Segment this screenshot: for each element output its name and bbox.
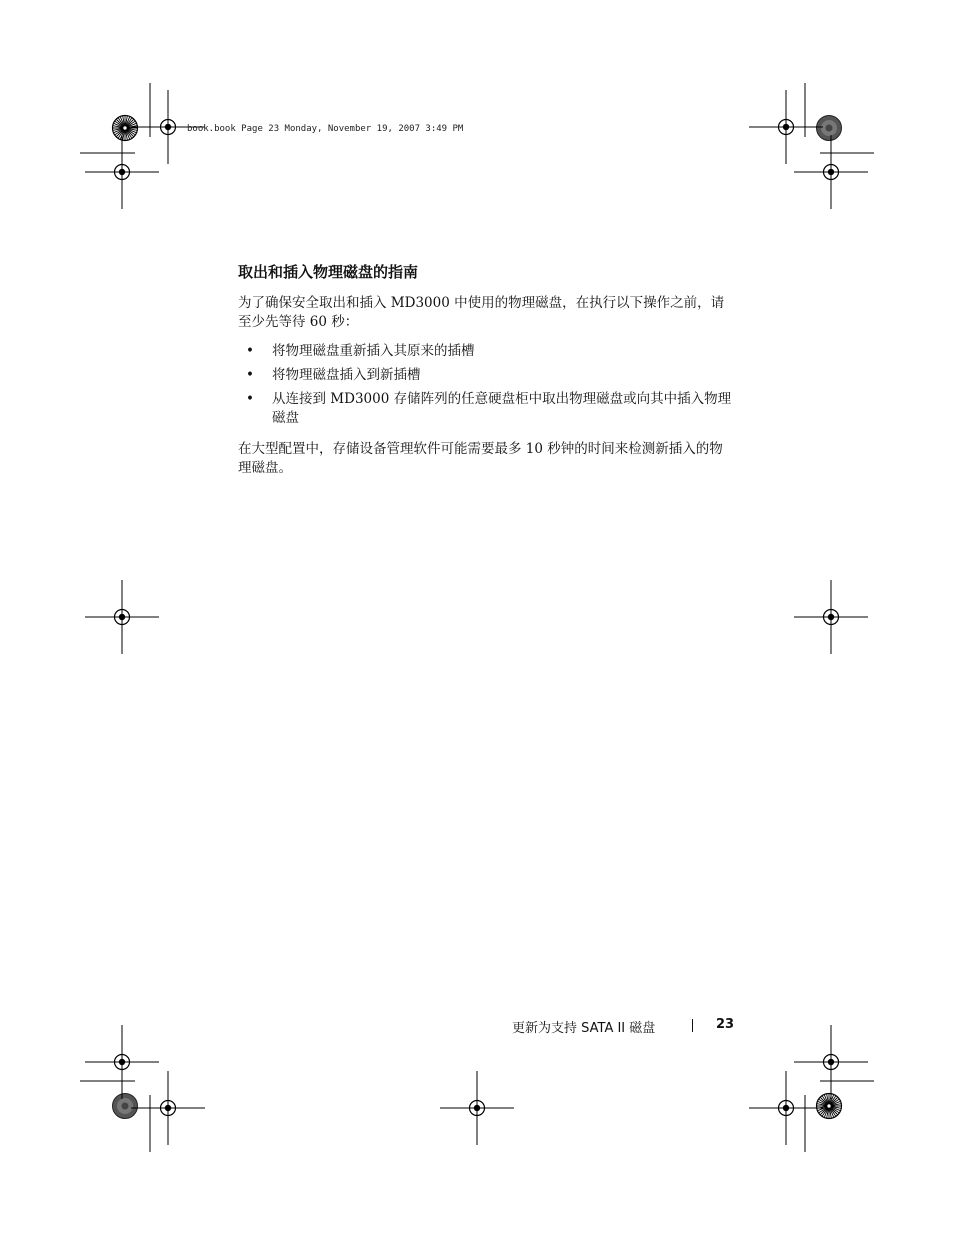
section-content [238, 262, 733, 478]
closing-paragraph: 在大型配置中，存储设备管理软件可能需要最多 10 秒钟的时间来检测新插入的物理磁盘。 [238, 441, 723, 476]
list-item [238, 342, 733, 361]
list-item [238, 366, 733, 385]
starburst-wheel-icon [817, 1094, 842, 1119]
list-item-text: 将物理磁盘重新插入其原来的插槽 [272, 343, 475, 359]
crosshair-target-icon [794, 135, 868, 209]
crosshair-target-icon [85, 135, 159, 209]
footer-separator [692, 1019, 693, 1032]
bullet-marker: • [246, 391, 254, 407]
print-slug: book.book Page 23 Monday, November 19, 2007 3:49 PM [187, 124, 464, 134]
starburst-wheel-icon [113, 116, 138, 141]
bullet-list [238, 342, 733, 428]
list-item [238, 390, 733, 428]
page-number: 23 [716, 1017, 735, 1032]
crosshair-target-icon [85, 1025, 159, 1099]
section-heading: 取出和插入物理磁盘的指南 [238, 263, 419, 281]
footer-chapter-title: 更新为支持 SATA II 磁盘 [512, 1021, 656, 1036]
crosshair-target-icon [749, 90, 823, 164]
crosshair-target-icon [794, 580, 868, 654]
list-item-text: 从连接到 MD3000 存储阵列的任意硬盘柜中取出物理磁盘或向其中插入物理磁盘 [272, 391, 732, 426]
crosshair-target-icon [749, 1071, 823, 1145]
starburst-wheel-icon [817, 116, 842, 141]
crosshair-target-icon [440, 1071, 514, 1145]
starburst-wheel-icon [113, 1094, 138, 1119]
list-item-text: 将物理磁盘插入到新插槽 [272, 367, 421, 383]
bullet-marker: • [246, 343, 254, 359]
crosshair-target-icon [131, 1071, 205, 1145]
bullet-marker: • [246, 367, 254, 383]
crosshair-target-icon [794, 1025, 868, 1099]
crosshair-target-icon [85, 580, 159, 654]
intro-paragraph: 为了确保安全取出和插入 MD3000 中使用的物理磁盘，在执行以下操作之前，请至少先等待 60 秒： [238, 295, 725, 330]
